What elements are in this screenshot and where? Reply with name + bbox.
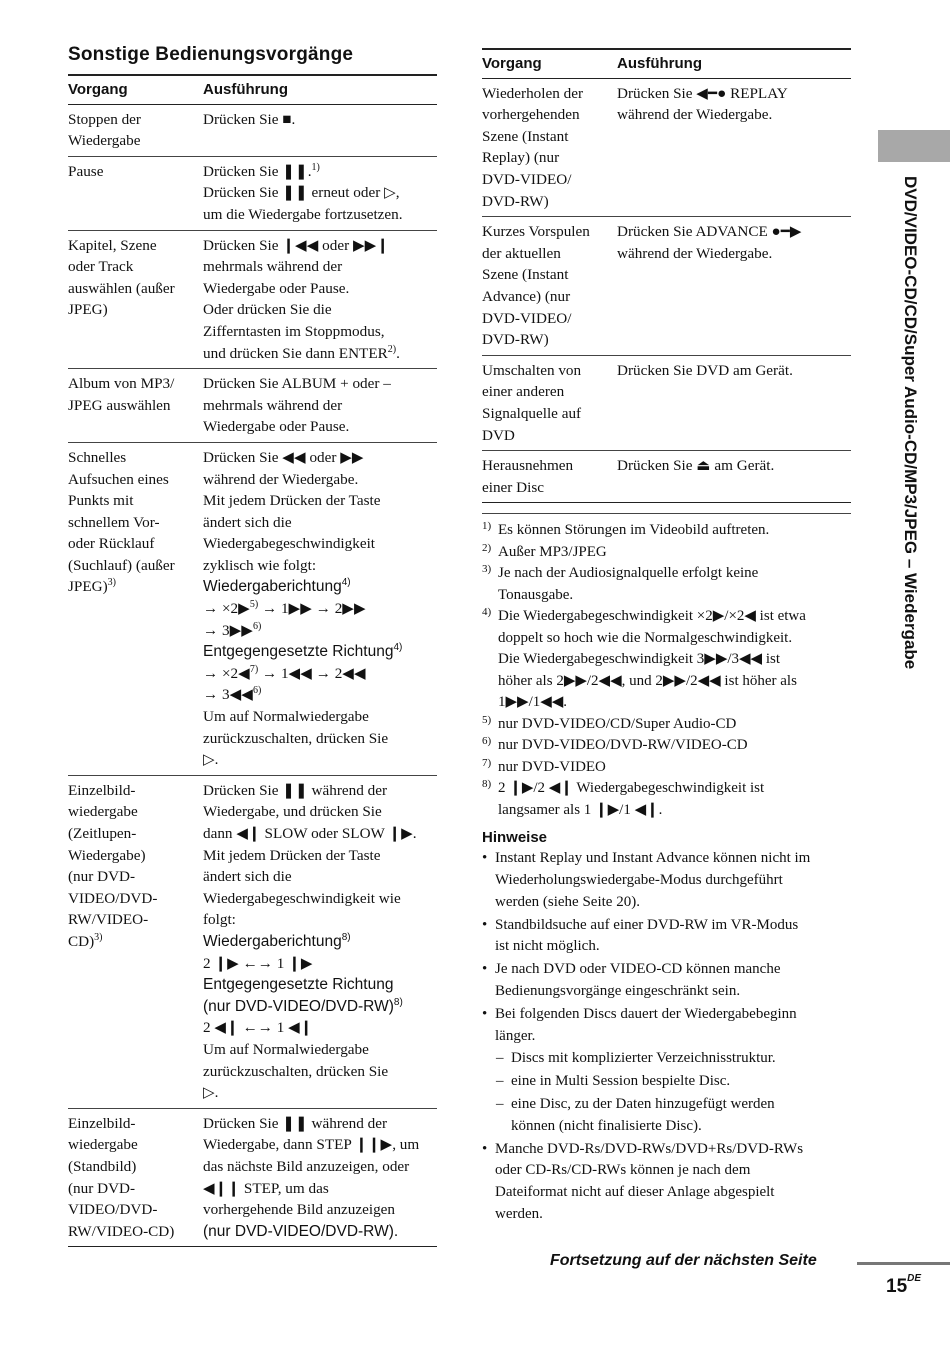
hinweis-subitem bbox=[496, 1094, 851, 1138]
vorgang-cell bbox=[68, 1108, 203, 1247]
hinweis-item bbox=[482, 959, 851, 1003]
side-tab-label: DVD/VIDEO-CD/CD/Super Audio-CD/MP3/JPEG – Wiedergabe bbox=[901, 176, 920, 670]
vorgang-line: Advance) (nur bbox=[482, 287, 571, 305]
right-table-body bbox=[482, 78, 851, 503]
footnote bbox=[482, 757, 851, 779]
vorgang-line: Szene (Instant bbox=[482, 127, 569, 145]
vorgang-line: einer Disc bbox=[482, 478, 544, 496]
ausfuehrung-cell bbox=[203, 369, 437, 443]
ausfuehrung-line: zurückzuschalten, drücken Sie bbox=[203, 1062, 389, 1080]
ausfuehrung-line: ändert sich die bbox=[203, 513, 292, 531]
vorgang-line: der aktuellen bbox=[482, 244, 561, 262]
vorgang-line: DVD bbox=[482, 426, 515, 444]
hinweis-text bbox=[495, 848, 810, 913]
ausfuehrung-line: ◀❙❙ STEP, um das bbox=[203, 1179, 329, 1197]
ausfuehrung-line: während der Wiedergabe. bbox=[617, 106, 773, 124]
ausfuehrung-line: 2 ◀❙ ←→ 1 ◀❙ bbox=[203, 1019, 313, 1037]
ausfuehrung-line: und drücken Sie dann ENTER$^{2)}$. bbox=[203, 343, 400, 362]
hinweis-subtext bbox=[511, 1048, 776, 1070]
ausfuehrung-line: (nur DVD-VIDEO/DVD-RW). bbox=[203, 1222, 399, 1240]
table-row bbox=[482, 217, 851, 356]
column-header-ausfuehrung: Ausführung bbox=[203, 75, 437, 104]
hinweis-item bbox=[482, 1139, 851, 1226]
ausfuehrung-cell bbox=[203, 104, 437, 156]
ausfuehrung-line: ändert sich die bbox=[203, 868, 292, 886]
table-row bbox=[68, 442, 437, 775]
footnote-text bbox=[498, 735, 851, 757]
footnote-line: langsamer als 1 ❙▶/1 ◀❙. bbox=[498, 801, 663, 818]
ausfuehrung-line: Oder drücken Sie die bbox=[203, 301, 332, 319]
hinweis-subitem bbox=[496, 1048, 851, 1070]
ausfuehrung-line: (nur DVD-VIDEO/DVD-RW)$^{8)}$ bbox=[203, 996, 403, 1015]
hinweis-line: Manche DVD-Rs/DVD-RWs/DVD+Rs/DVD-RWs bbox=[495, 1140, 804, 1157]
operations-table-left bbox=[68, 74, 437, 1247]
table-row bbox=[482, 451, 851, 503]
vorgang-line: Signalquelle auf bbox=[482, 404, 582, 422]
ausfuehrung-line: Wiedergabe, und drücken Sie bbox=[203, 803, 382, 821]
vorgang-line: Szene (Instant bbox=[482, 266, 569, 284]
vorgang-line: VIDEO/DVD- bbox=[68, 1201, 158, 1219]
hinweis-line: Standbildsuche auf einer DVD-RW im VR-Modus bbox=[495, 916, 799, 933]
ausfuehrung-line: Um auf Normalwiedergabe bbox=[203, 1040, 369, 1058]
footnote-marker: 8) bbox=[482, 778, 492, 791]
vorgang-line: Replay) (nur bbox=[482, 149, 560, 167]
footnote-text bbox=[498, 563, 851, 606]
ausfuehrung-line: vorhergehende Bild anzuzeigen bbox=[203, 1201, 396, 1219]
ausfuehrung-line: → ×2▶$^{5)}$ → 1▶▶ → 2▶▶ bbox=[203, 599, 366, 618]
vorgang-line: Wiederholen der bbox=[482, 84, 584, 102]
hinweis-subline: können (nicht finalisierte Disc). bbox=[511, 1117, 702, 1134]
vorgang-line: einer anderen bbox=[482, 383, 565, 401]
ausfuehrung-line: Drücken Sie ❚❚ erneut oder ▷, bbox=[203, 184, 400, 202]
footnote-line: nur DVD-VIDEO/CD/Super Audio-CD bbox=[498, 715, 737, 732]
ausfuehrung-line: → 3◀◀$^{6)}$ bbox=[203, 685, 262, 704]
vorgang-line: DVD-VIDEO/ bbox=[482, 170, 572, 188]
vorgang-line: Einzelbild- bbox=[68, 1114, 136, 1132]
footnote-text bbox=[498, 542, 851, 564]
ausfuehrung-line: mehrmals während der bbox=[203, 258, 343, 276]
vorgang-line: Umschalten von bbox=[482, 361, 582, 379]
ausfuehrung-line: das nächste Bild anzuzeigen, oder bbox=[203, 1157, 410, 1175]
ausfuehrung-line: Wiedergaberichtung$^{8)}$ bbox=[203, 931, 351, 950]
ausfuehrung-line: um die Wiedergabe fortzusetzen. bbox=[203, 205, 403, 223]
ausfuehrung-cell bbox=[617, 217, 851, 356]
vorgang-line: Aufsuchen eines bbox=[68, 470, 169, 488]
footnote-line: nur DVD-VIDEO/DVD-RW/VIDEO-CD bbox=[498, 737, 748, 754]
footnote-text bbox=[498, 606, 851, 714]
section-heading: Sonstige Bedienungsvorgänge bbox=[68, 44, 354, 65]
vorgang-line: oder Rücklauf bbox=[68, 535, 155, 553]
ausfuehrung-line: während der Wiedergabe. bbox=[203, 470, 359, 488]
footnote-line: 1▶▶/1◀◀. bbox=[498, 694, 568, 711]
vorgang-cell bbox=[482, 355, 617, 450]
vorgang-line: JPEG) bbox=[68, 301, 108, 319]
vorgang-line: CD)$^{3)}$ bbox=[68, 931, 103, 950]
ausfuehrung-line: Wiedergaberichtung$^{4)}$ bbox=[203, 577, 351, 596]
hinweis-line: Instant Replay und Instant Advance können nicht im bbox=[495, 850, 811, 867]
hinweis-line: Dateiformat nicht auf dieser Anlage abgespielt bbox=[495, 1184, 775, 1201]
vorgang-line: Herausnehmen bbox=[482, 457, 574, 475]
ausfuehrung-line: Wiedergabegeschwindigkeit bbox=[203, 535, 376, 553]
vorgang-line: Pause bbox=[68, 162, 104, 180]
ausfuehrung-line: mehrmals während der bbox=[203, 396, 343, 414]
vorgang-line: JPEG auswählen bbox=[68, 396, 171, 414]
ausfuehrung-line: folgt: bbox=[203, 911, 236, 929]
vorgang-line: Kapitel, Szene bbox=[68, 236, 157, 254]
vorgang-cell bbox=[482, 451, 617, 503]
hinweis-line: Wiederholungswiedergabe-Modus durchgeführt bbox=[495, 872, 783, 889]
column-header-vorgang: Vorgang bbox=[68, 75, 203, 104]
ausfuehrung-line: Entgegengesetzte Richtung$^{4)}$ bbox=[203, 642, 403, 661]
continuation-rule bbox=[857, 1262, 950, 1265]
bullet-mark: • bbox=[482, 1140, 488, 1157]
vorgang-line: Punkts mit bbox=[68, 492, 134, 510]
table-row bbox=[68, 104, 437, 156]
footnote-line: Die Wiedergabegeschwindigkeit 3▶▶/3◀◀ ist bbox=[498, 651, 781, 668]
vorgang-cell bbox=[68, 442, 203, 775]
footnote-marker: 1) bbox=[482, 520, 492, 533]
vorgang-line: (nur DVD- bbox=[68, 1179, 136, 1197]
ausfuehrung-cell bbox=[617, 451, 851, 503]
footnote-line: höher als 2▶▶/2◀◀, und 2▶▶/2◀◀ ist höher als bbox=[498, 672, 797, 689]
table-row bbox=[68, 230, 437, 369]
ausfuehrung-line: Drücken Sie ■. bbox=[203, 110, 296, 128]
footnote bbox=[482, 542, 851, 564]
dash-mark: – bbox=[496, 1096, 504, 1113]
vorgang-line: wiedergabe bbox=[68, 1136, 138, 1154]
ausfuehrung-line: Drücken Sie ❚❚.$^{1)}$ bbox=[203, 161, 320, 180]
ausfuehrung-cell bbox=[203, 442, 437, 775]
vorgang-cell bbox=[68, 230, 203, 369]
footnote bbox=[482, 606, 851, 714]
vorgang-line: auswählen (außer bbox=[68, 279, 175, 297]
bullet-mark: • bbox=[482, 961, 488, 978]
ausfuehrung-line: zurückzuschalten, drücken Sie bbox=[203, 729, 389, 747]
footnote-marker: 6) bbox=[482, 735, 492, 748]
vorgang-line: Stoppen der bbox=[68, 110, 141, 128]
footnote-text bbox=[498, 714, 851, 736]
ausfuehrung-line: Drücken Sie ◀━● REPLAY bbox=[617, 84, 788, 102]
hinweis-subitem bbox=[496, 1071, 851, 1093]
footnote-text bbox=[498, 520, 851, 542]
ausfuehrung-cell bbox=[203, 230, 437, 369]
ausfuehrung-cell bbox=[617, 355, 851, 450]
ausfuehrung-line: → ×2◀$^{7)}$ → 1◀◀ → 2◀◀ bbox=[203, 663, 366, 682]
ausfuehrung-line: Wiedergabegeschwindigkeit wie bbox=[203, 889, 401, 907]
vorgang-line: oder Track bbox=[68, 258, 134, 276]
vorgang-line: Kurzes Vorspulen bbox=[482, 223, 590, 241]
ausfuehrung-line: Drücken Sie ❚❚ während der bbox=[203, 1114, 388, 1132]
right-column bbox=[482, 48, 851, 1226]
footnote-text bbox=[498, 778, 851, 821]
ausfuehrung-line: Um auf Normalwiedergabe bbox=[203, 708, 369, 726]
footnote bbox=[482, 520, 851, 542]
continuation-note: Fortsetzung auf der nächsten Seite bbox=[550, 1252, 817, 1269]
dash-mark: – bbox=[496, 1073, 504, 1090]
footnotes bbox=[482, 513, 851, 821]
footnote-marker: 3) bbox=[482, 563, 492, 576]
hinweis-item bbox=[482, 915, 851, 959]
vorgang-line: wiedergabe bbox=[68, 803, 138, 821]
section-tab-marker bbox=[878, 130, 950, 162]
vorgang-line: DVD-RW) bbox=[482, 331, 549, 349]
hinweis-text bbox=[495, 1139, 803, 1226]
footnote-marker: 7) bbox=[482, 756, 492, 769]
hinweise-heading: Hinweise bbox=[482, 829, 548, 847]
operations-table-right bbox=[482, 48, 851, 503]
ausfuehrung-line: Zifferntasten im Stoppmodus, bbox=[203, 322, 385, 340]
bullet-mark: • bbox=[482, 916, 488, 933]
vorgang-line: (Suchlauf) (außer bbox=[68, 556, 175, 574]
footnote-line: Außer MP3/JPEG bbox=[498, 543, 607, 560]
left-table-body bbox=[68, 104, 437, 1247]
hinweis-subline: eine Disc, zu der Daten hinzugefügt werden bbox=[511, 1096, 775, 1113]
vorgang-line: DVD-RW) bbox=[482, 192, 549, 210]
footnote-marker: 4) bbox=[482, 606, 492, 619]
table-row bbox=[482, 78, 851, 217]
hinweis-item bbox=[482, 1004, 851, 1048]
dash-mark: – bbox=[496, 1050, 504, 1067]
ausfuehrung-line: zyklisch wie folgt: bbox=[203, 556, 317, 574]
vorgang-cell bbox=[482, 217, 617, 356]
vorgang-cell bbox=[68, 775, 203, 1108]
hinweis-line: Bedienungsvorgänge eingeschränkt sein. bbox=[495, 983, 741, 1000]
footnote-line: doppelt so hoch wie die Normalgeschwindigkeit. bbox=[498, 629, 793, 646]
bullet-mark: • bbox=[482, 850, 488, 867]
table-row bbox=[68, 156, 437, 230]
ausfuehrung-line: Wiedergabe oder Pause. bbox=[203, 418, 350, 436]
vorgang-cell bbox=[68, 369, 203, 443]
ausfuehrung-line: Wiedergabe oder Pause. bbox=[203, 279, 350, 297]
hinweis-text bbox=[495, 1004, 797, 1048]
page-number: 15DE bbox=[886, 1272, 922, 1297]
ausfuehrung-line: Drücken Sie ❙◀◀ oder ▶▶❙ bbox=[203, 236, 390, 254]
ausfuehrung-line: Drücken Sie ⏏ am Gerät. bbox=[617, 457, 775, 475]
bullet-mark: • bbox=[482, 1005, 488, 1022]
hinweis-line: werden. bbox=[495, 1206, 543, 1223]
ausfuehrung-cell bbox=[203, 775, 437, 1108]
footnote-text bbox=[498, 757, 851, 779]
vorgang-line: Wiedergabe bbox=[68, 132, 141, 150]
hinweis-text bbox=[495, 915, 798, 959]
ausfuehrung-line: Wiedergabe, dann STEP ❙❙▶, um bbox=[203, 1136, 420, 1154]
ausfuehrung-cell bbox=[203, 156, 437, 230]
hinweis-line: länger. bbox=[495, 1027, 536, 1044]
left-column bbox=[68, 44, 437, 1247]
vorgang-line: vorhergehenden bbox=[482, 106, 580, 124]
vorgang-line: DVD-VIDEO/ bbox=[482, 309, 572, 327]
vorgang-line: Schnelles bbox=[68, 448, 127, 466]
footnote bbox=[482, 735, 851, 757]
footnote-line: Je nach der Audiosignalquelle erfolgt keine bbox=[498, 565, 759, 582]
ausfuehrung-line: Drücken Sie ❚❚ während der bbox=[203, 781, 388, 799]
footnote-line: Es können Störungen im Videobild auftreten. bbox=[498, 522, 770, 539]
ausfuehrung-line: Mit jedem Drücken der Taste bbox=[203, 846, 381, 864]
ausfuehrung-line: Entgegengesetzte Richtung bbox=[203, 976, 394, 994]
footnote bbox=[482, 778, 851, 821]
hinweis-item bbox=[482, 848, 851, 913]
table-row bbox=[68, 775, 437, 1108]
table-row bbox=[482, 355, 851, 450]
hinweis-line: Je nach DVD oder VIDEO-CD können manche bbox=[495, 961, 781, 978]
footnote-line: Die Wiedergabegeschwindigkeit ×2▶/×2◀ ist etwa bbox=[498, 608, 806, 625]
ausfuehrung-line: Drücken Sie ◀◀ oder ▶▶ bbox=[203, 448, 364, 466]
vorgang-line: schnellem Vor- bbox=[68, 513, 160, 531]
ausfuehrung-line: ▷. bbox=[203, 751, 219, 769]
ausfuehrung-line: Drücken Sie DVD am Gerät. bbox=[617, 361, 793, 379]
footnote bbox=[482, 714, 851, 736]
ausfuehrung-line: → 3▶▶$^{6)}$ bbox=[203, 620, 262, 639]
hinweis-line: oder CD-Rs/CD-RWs können je nach dem bbox=[495, 1162, 751, 1179]
hinweis-subtext bbox=[511, 1094, 775, 1138]
vorgang-line: RW/VIDEO- bbox=[68, 911, 149, 929]
table-row bbox=[68, 369, 437, 443]
vorgang-line: JPEG)$^{3)}$ bbox=[68, 577, 117, 596]
footnote-line: 2 ❙▶/2 ◀❙ Wiedergabegeschwindigkeit ist bbox=[498, 780, 765, 797]
ausfuehrung-line: während der Wiedergabe. bbox=[617, 244, 773, 262]
hinweise-list bbox=[482, 848, 851, 1226]
hinweis-text bbox=[495, 959, 780, 1003]
hinweis-line: Bei folgenden Discs dauert der Wiedergabebeginn bbox=[495, 1005, 797, 1022]
ausfuehrung-line: Mit jedem Drücken der Taste bbox=[203, 492, 381, 510]
footnote-line: nur DVD-VIDEO bbox=[498, 758, 606, 775]
ausfuehrung-line: Drücken Sie ALBUM + oder – bbox=[203, 375, 391, 393]
table-row bbox=[68, 1108, 437, 1247]
footnote-marker: 2) bbox=[482, 541, 492, 554]
vorgang-line: (Standbild) bbox=[68, 1157, 137, 1175]
ausfuehrung-cell bbox=[203, 1108, 437, 1247]
vorgang-line: Album von MP3/ bbox=[68, 375, 175, 393]
vorgang-line: RW/VIDEO-CD) bbox=[68, 1222, 175, 1240]
column-header-ausfuehrung: Ausführung bbox=[617, 49, 851, 78]
footnote-line: Tonausgabe. bbox=[498, 586, 574, 603]
hinweis-subtext bbox=[511, 1071, 730, 1093]
hinweis-subline: eine in Multi Session bespielte Disc. bbox=[511, 1073, 731, 1090]
footnote bbox=[482, 563, 851, 606]
column-header-vorgang: Vorgang bbox=[482, 49, 617, 78]
vorgang-cell bbox=[68, 156, 203, 230]
vorgang-line: (nur DVD- bbox=[68, 868, 136, 886]
hinweis-subline: Discs mit komplizierter Verzeichnisstruktur. bbox=[511, 1050, 776, 1067]
hinweis-line: werden (siehe Seite 20). bbox=[495, 893, 640, 910]
hinweis-line: ist nicht möglich. bbox=[495, 938, 600, 955]
vorgang-cell bbox=[482, 78, 617, 217]
ausfuehrung-cell bbox=[617, 78, 851, 217]
ausfuehrung-line: dann ◀❙ SLOW oder SLOW ❙▶. bbox=[203, 825, 417, 842]
footnote-marker: 5) bbox=[482, 713, 492, 726]
ausfuehrung-line: ▷. bbox=[203, 1084, 219, 1102]
vorgang-cell bbox=[68, 104, 203, 156]
vorgang-line: VIDEO/DVD- bbox=[68, 889, 158, 907]
ausfuehrung-line: 2 ❙▶ ←→ 1 ❙▶ bbox=[203, 954, 313, 972]
vorgang-line: Einzelbild- bbox=[68, 781, 136, 799]
vorgang-line: (Zeitlupen- bbox=[68, 825, 137, 842]
vorgang-line: Wiedergabe) bbox=[68, 846, 146, 864]
ausfuehrung-line: Drücken Sie ADVANCE ●━▶ bbox=[617, 223, 802, 241]
